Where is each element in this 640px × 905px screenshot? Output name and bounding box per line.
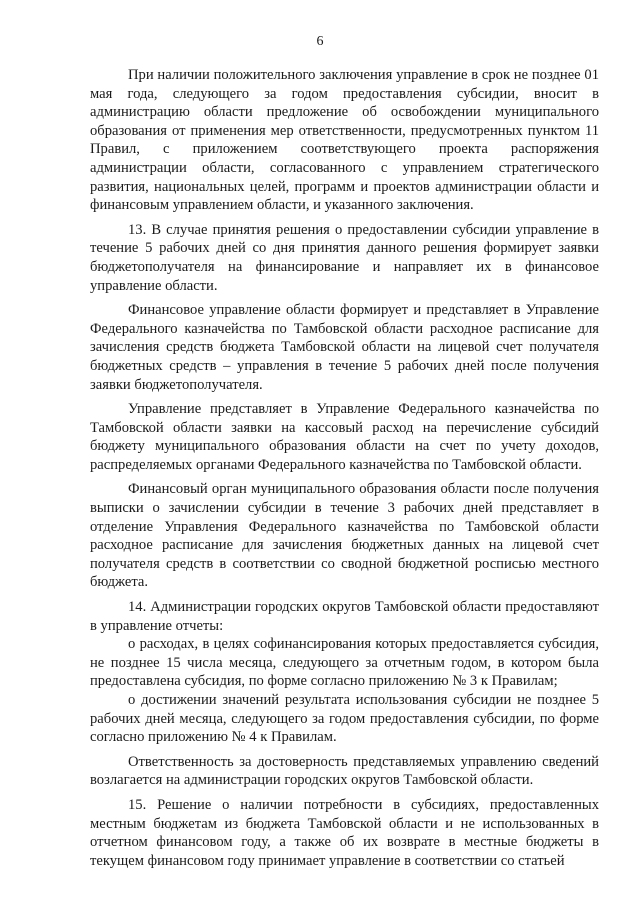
paragraph-responsibility: Ответственность за достоверность представляемых управлению сведений возлагается на администрации городских округов Тамбовской области.	[90, 753, 599, 789]
paragraph-positive-conclusion: При наличии положительного заключения управление в срок не позднее 01 мая года, следующего за годом предоставления субсидии, вносит в администрацию области предложение об освобождении муниципального образования от применения мер ответственности, предусмотренных пунктом 11 Правил, с приложением соответствующего проекта распоряжения администрации области, согласованного с управлением стратегического развития, национальных целей, программ и проектов администрации области и финансовым управлением области, и указанного заключения.	[90, 67, 599, 214]
paragraph-13-decision: 13. В случае принятия решения о предоставлении субсидии управление в течение 5 рабочих дней со дня принятия данного решения формирует заявки бюджетополучателя на финансирование и направляет их в финансовое управление области.	[90, 221, 599, 294]
paragraph-cash-request: Управление представляет в Управление Федерального казначейства по Тамбовской области заявки на кассовый расход на перечисление субсидий бюджету муниципального образования области на счет по учету доходов, распределяемых органами Федерального казначейства по Тамбовской области.	[90, 401, 599, 473]
paragraph-report-results: о достижении значений результата использования субсидии не позднее 5 рабочих дней месяца, следующего за годом предоставления субсидии, по форме согласно приложению № 4 к Правилам.	[90, 692, 599, 746]
paragraph-14-reports: 14. Администрации городских округов Тамбовской области предоставляют в управление отчеты:	[90, 599, 599, 634]
document-body	[90, 66, 599, 870]
paragraph-municipal-finance: Финансовый орган муниципального образования области после получения выписки о зачислении субсидии в течение 3 рабочих дней представляет в отделение Управления Федерального казначейства по Тамбовской области расходное расписание для зачисления бюджетных данных на лицевой счет получателя средств в соответствии со сводной бюджетной росписью местного бюджета.	[90, 481, 599, 591]
page-number: 6	[316, 34, 324, 49]
paragraph-report-expenses: о расходах, в целях софинансирования которых предоставляется субсидия, не позднее 15 числа месяца, следующего за отчетным годом, в котором была предоставлена субсидия, по форме согласно приложению № 3 к Правилам;	[90, 636, 599, 690]
paragraph-finance-schedule: Финансовое управление области формирует и представляет в Управление Федерального казначейства по Тамбовской области расходное расписание для зачисления средств бюджета Тамбовской области на лицевой счет получателя бюджетных средств – управления в течение 5 рабочих дней после получения заявки бюджетополучателя.	[90, 302, 599, 393]
paragraph-15-unused-subsidies: 15. Решение о наличии потребности в субсидиях, предоставленных местным бюджетам из бюджета Тамбовской области и не использованных в отчетном финансовом году, а также об их возврате в местные бюджеты в текущем финансовом году принимает управление в соответствии со статьей	[90, 796, 599, 869]
